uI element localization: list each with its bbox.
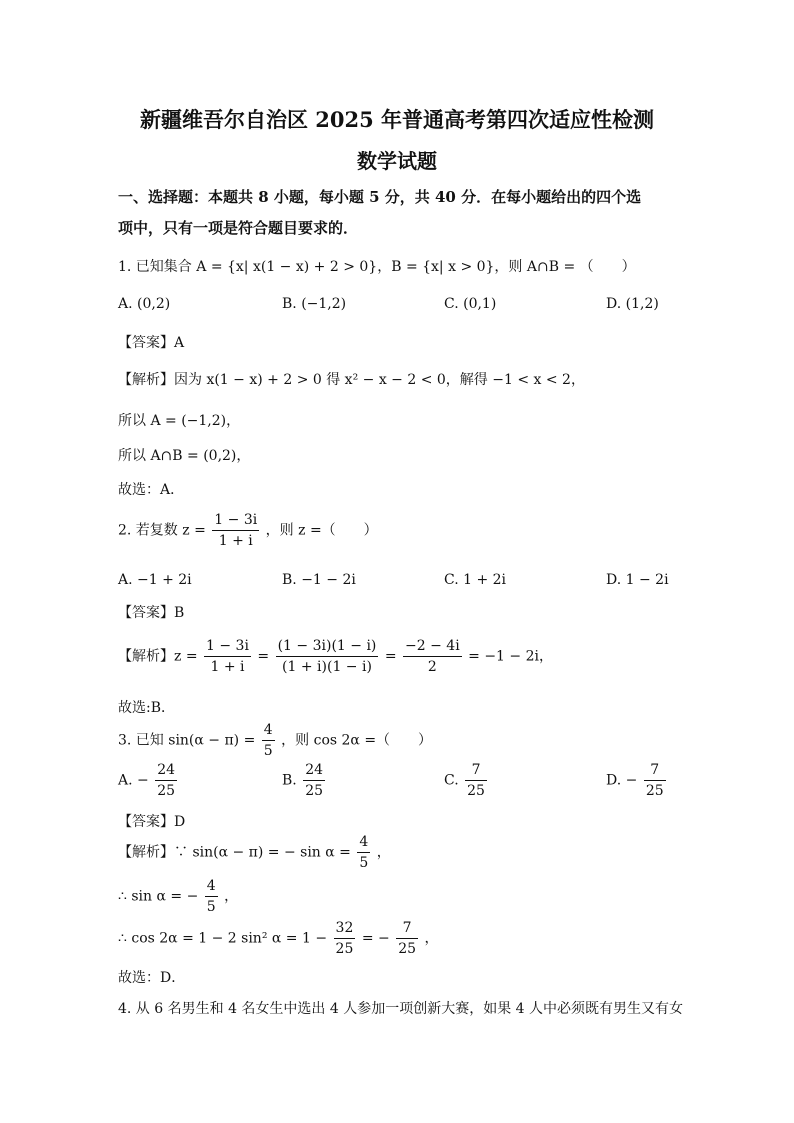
- q2-option-c: C. 1 + 2i: [444, 572, 507, 588]
- q3-analysis-fraction1: [357, 834, 370, 871]
- fraction-denominator: 25: [157, 783, 176, 799]
- minus-sign: −: [137, 772, 149, 789]
- exam-subtitle: 数学试题: [357, 149, 437, 173]
- option-fraction: [303, 762, 325, 799]
- q1-option-a: A. (0,2): [118, 296, 171, 312]
- fraction-numerator: 7: [465, 762, 487, 781]
- fraction-numerator: 32: [334, 920, 356, 939]
- equals-sign: =: [257, 648, 270, 665]
- q3-analysis-prefix: 【解析】∵ sin(α − π) = − sin α =: [118, 844, 351, 861]
- q3-analysis-line2: [118, 878, 238, 915]
- q2-analysis-prefix: 【解析】z =: [118, 648, 198, 665]
- fraction-denominator: 5: [359, 855, 369, 871]
- fraction-numerator: 1 − 3i: [212, 512, 259, 531]
- q3-analysis-suffix: ，: [376, 844, 391, 861]
- q3-stem-prefix: 3. 已知 sin(α − π) =: [118, 732, 256, 749]
- q2-analysis-fraction3: [403, 638, 462, 675]
- q3-option-b: [282, 762, 327, 799]
- q3-line3-suffix: ，: [424, 930, 439, 947]
- fraction-numerator: 7: [644, 762, 666, 781]
- fraction-denominator: (1 + i)(1 − i): [282, 659, 372, 675]
- fraction-denominator: 25: [398, 941, 417, 957]
- fraction-denominator: 25: [645, 783, 664, 799]
- q3-line3-fraction2: [396, 920, 418, 957]
- q2-analysis: [118, 638, 553, 675]
- fraction-numerator: 4: [262, 722, 275, 741]
- q3-stem-suffix: ，则 cos 2α =（ ）: [281, 732, 433, 749]
- q1-analysis-line3: 所以 A∩B = (0,2)，: [118, 448, 251, 464]
- q1-option-c: C. (0,1): [444, 296, 497, 312]
- q2-stem: [118, 512, 378, 549]
- fraction-denominator: 25: [335, 941, 354, 957]
- q3-answer: 【答案】D: [118, 814, 186, 830]
- minus-sign: −: [625, 772, 638, 789]
- q2-analysis-suffix: = −1 − 2i，: [468, 648, 553, 665]
- q2-option-b: B. −1 − 2i: [282, 572, 356, 588]
- q3-stem: [118, 722, 432, 759]
- q2-conclusion: 故选:B．: [118, 700, 176, 716]
- section-heading-line2: 项中，只有一项是符合题目要求的．: [118, 219, 359, 237]
- fraction-denominator: 1 + i: [210, 659, 245, 675]
- q2-answer: 【答案】B: [118, 605, 185, 621]
- q3-analysis: [118, 834, 391, 871]
- q3-line2-fraction: [205, 878, 218, 915]
- exam-title: 新疆维吾尔自治区 2025 年普通高考第四次适应性检测: [139, 107, 655, 132]
- q3-line2-suffix: ，: [224, 888, 239, 905]
- q1-conclusion: 故选：A．: [118, 482, 185, 498]
- option-label: C.: [444, 772, 459, 789]
- fraction-numerator: 4: [357, 834, 370, 853]
- q3-stem-fraction: [262, 722, 275, 759]
- fraction-denominator: 1 + i: [218, 533, 253, 549]
- q2-option-d: D. 1 − 2i: [606, 572, 669, 588]
- option-fraction: [155, 762, 177, 799]
- section-heading-line1: 一、选择题：本题共 8 小题，每小题 5 分，共 40 分．在每小题给出的四个选: [118, 188, 642, 206]
- q3-option-d: [606, 762, 668, 799]
- option-label: D.: [606, 772, 622, 789]
- q2-stem-prefix: 2. 若复数 z =: [118, 522, 206, 539]
- fraction-denominator: 25: [305, 783, 324, 799]
- q4-stem: 4. 从 6 名男生和 4 名女生中选出 4 人参加一项创新大赛，如果 4 人中必须既有男生又有女: [118, 1001, 684, 1017]
- fraction-numerator: 7: [396, 920, 418, 939]
- q3-analysis-line3: [118, 920, 438, 957]
- fraction-denominator: 25: [467, 783, 485, 799]
- fraction-numerator: −2 − 4i: [403, 638, 462, 657]
- q2-analysis-fraction1: [204, 638, 251, 675]
- q1-option-b: B. (−1,2): [282, 296, 347, 312]
- option-fraction: [465, 762, 487, 799]
- fraction-numerator: (1 − 3i)(1 − i): [276, 638, 379, 657]
- q3-line3-fraction1: [334, 920, 356, 957]
- q3-option-a: [118, 762, 179, 799]
- q2-analysis-fraction2: [276, 638, 379, 675]
- q1-analysis: 【解析】因为 x(1 − x) + 2 > 0 得 x² − x − 2 < 0，解得 −1 < x < 2，: [118, 372, 585, 388]
- equals-sign: =: [384, 648, 397, 665]
- q2-stem-suffix: ，则 z =（ ）: [265, 522, 378, 539]
- q3-conclusion: 故选：D．: [118, 970, 186, 986]
- option-label: A.: [118, 772, 133, 789]
- q3-line2-prefix: ∴ sin α = −: [118, 888, 199, 905]
- fraction-numerator: 24: [155, 762, 177, 781]
- fraction-numerator: 1 − 3i: [204, 638, 251, 657]
- q2-option-a: A. −1 + 2i: [118, 572, 192, 588]
- fraction-denominator: 5: [263, 743, 273, 759]
- fraction-denominator: 5: [206, 899, 216, 915]
- q1-stem: 1. 已知集合 A = {x| x(1 − x) + 2 > 0}，B = {x| x > 0}，则 A∩B = （ ）: [118, 259, 636, 275]
- q3-option-c: [444, 762, 489, 799]
- q3-line3-mid: = −: [361, 930, 390, 947]
- fraction-numerator: 4: [205, 878, 218, 897]
- q1-option-d: D. (1,2): [606, 296, 659, 312]
- fraction-denominator: 2: [427, 659, 437, 675]
- q2-stem-fraction: [212, 512, 259, 549]
- option-label: B.: [282, 772, 297, 789]
- q1-analysis-line2: 所以 A = (−1,2)，: [118, 413, 241, 429]
- option-fraction: [644, 762, 666, 799]
- q3-line3-prefix: ∴ cos 2α = 1 − 2 sin² α = 1 −: [118, 930, 328, 947]
- q1-answer: 【答案】A: [118, 335, 185, 351]
- fraction-numerator: 24: [303, 762, 325, 781]
